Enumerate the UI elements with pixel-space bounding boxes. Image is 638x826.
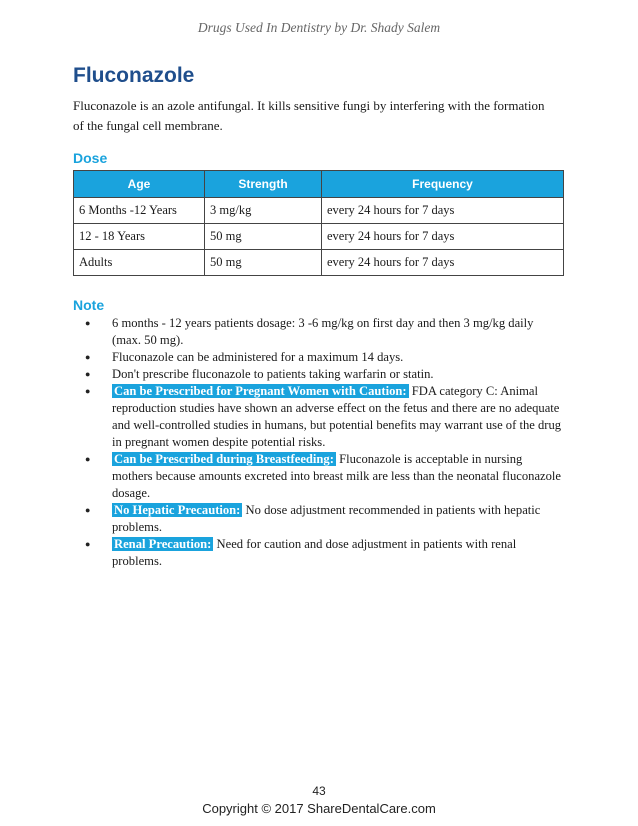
- table-header-row: [74, 171, 564, 198]
- list-item: [73, 502, 563, 536]
- table-row: [74, 250, 564, 276]
- note-text: No dose adjustment recommended in patients with hepatic problems.: [112, 503, 541, 534]
- table-cell-age: 6 Months -12 Years: [74, 198, 205, 224]
- dose-heading: Dose: [73, 150, 108, 166]
- running-header: Drugs Used In Dentistry by Dr. Shady Salem: [197, 20, 441, 35]
- table-cell-strength: 50 mg: [205, 250, 322, 276]
- note-text: Need for caution and dose adjustment in patients with renal problems.: [112, 537, 517, 568]
- intro-paragraph: Fluconazole is an azole antifungal. It kills sensitive fungi by interfering with the formation of the fungal cell membrane.: [73, 98, 545, 133]
- table-cell-frequency: every 24 hours for 7 days: [322, 250, 564, 276]
- column-header-strength: Strength: [205, 171, 322, 198]
- note-text: FDA category C: Animal reproduction studies have shown an adverse effect on the fetus and there are no adequate and well-controlled studies in humans, but potential benefits may warrant use of the drug in pregnant women despite potential risks.: [112, 384, 562, 449]
- notes-list: [73, 315, 563, 570]
- table-cell-age: 12 - 18 Years: [74, 224, 205, 250]
- note-text: Fluconazole can be administered for a maximum 14 days.: [112, 350, 404, 364]
- list-item: [73, 536, 563, 570]
- page-title: Fluconazole: [73, 64, 195, 87]
- table-row: [74, 224, 564, 250]
- breastfeeding-label: Can be Prescribed during Breastfeeding:: [114, 452, 334, 466]
- table-row: [74, 198, 564, 224]
- note-heading: Note: [73, 297, 105, 313]
- table-cell-age: Adults: [74, 250, 205, 276]
- table-cell-frequency: every 24 hours for 7 days: [322, 224, 564, 250]
- hepatic-label: No Hepatic Precaution:: [114, 503, 241, 517]
- page-number: 43: [312, 784, 326, 798]
- list-item: [73, 349, 563, 366]
- list-item: [73, 366, 563, 383]
- column-header-age: Age: [74, 171, 205, 198]
- column-header-frequency: Frequency: [322, 171, 564, 198]
- note-text: 6 months - 12 years patients dosage: 3 -6 mg/kg on first day and then 3 mg/kg daily (max. 50 mg).: [112, 316, 534, 347]
- table-cell-strength: 3 mg/kg: [205, 198, 322, 224]
- dose-table: [73, 170, 564, 276]
- list-item: [73, 451, 563, 502]
- table-cell-frequency: every 24 hours for 7 days: [322, 198, 564, 224]
- renal-label: Renal Precaution:: [114, 537, 212, 551]
- table-cell-strength: 50 mg: [205, 224, 322, 250]
- note-text: Don't prescribe fluconazole to patients taking warfarin or statin.: [112, 367, 434, 381]
- note-text: Fluconazole is acceptable in nursing mothers because amounts excreted into breast milk are less than the neonatal fluconazole dosage.: [112, 452, 562, 500]
- list-item: [73, 315, 563, 349]
- pregnancy-label: Can be Prescribed for Pregnant Women with Caution:: [114, 384, 407, 398]
- copyright-footer: Copyright © 2017 ShareDentalCare.com: [202, 801, 436, 816]
- list-item: [73, 383, 563, 451]
